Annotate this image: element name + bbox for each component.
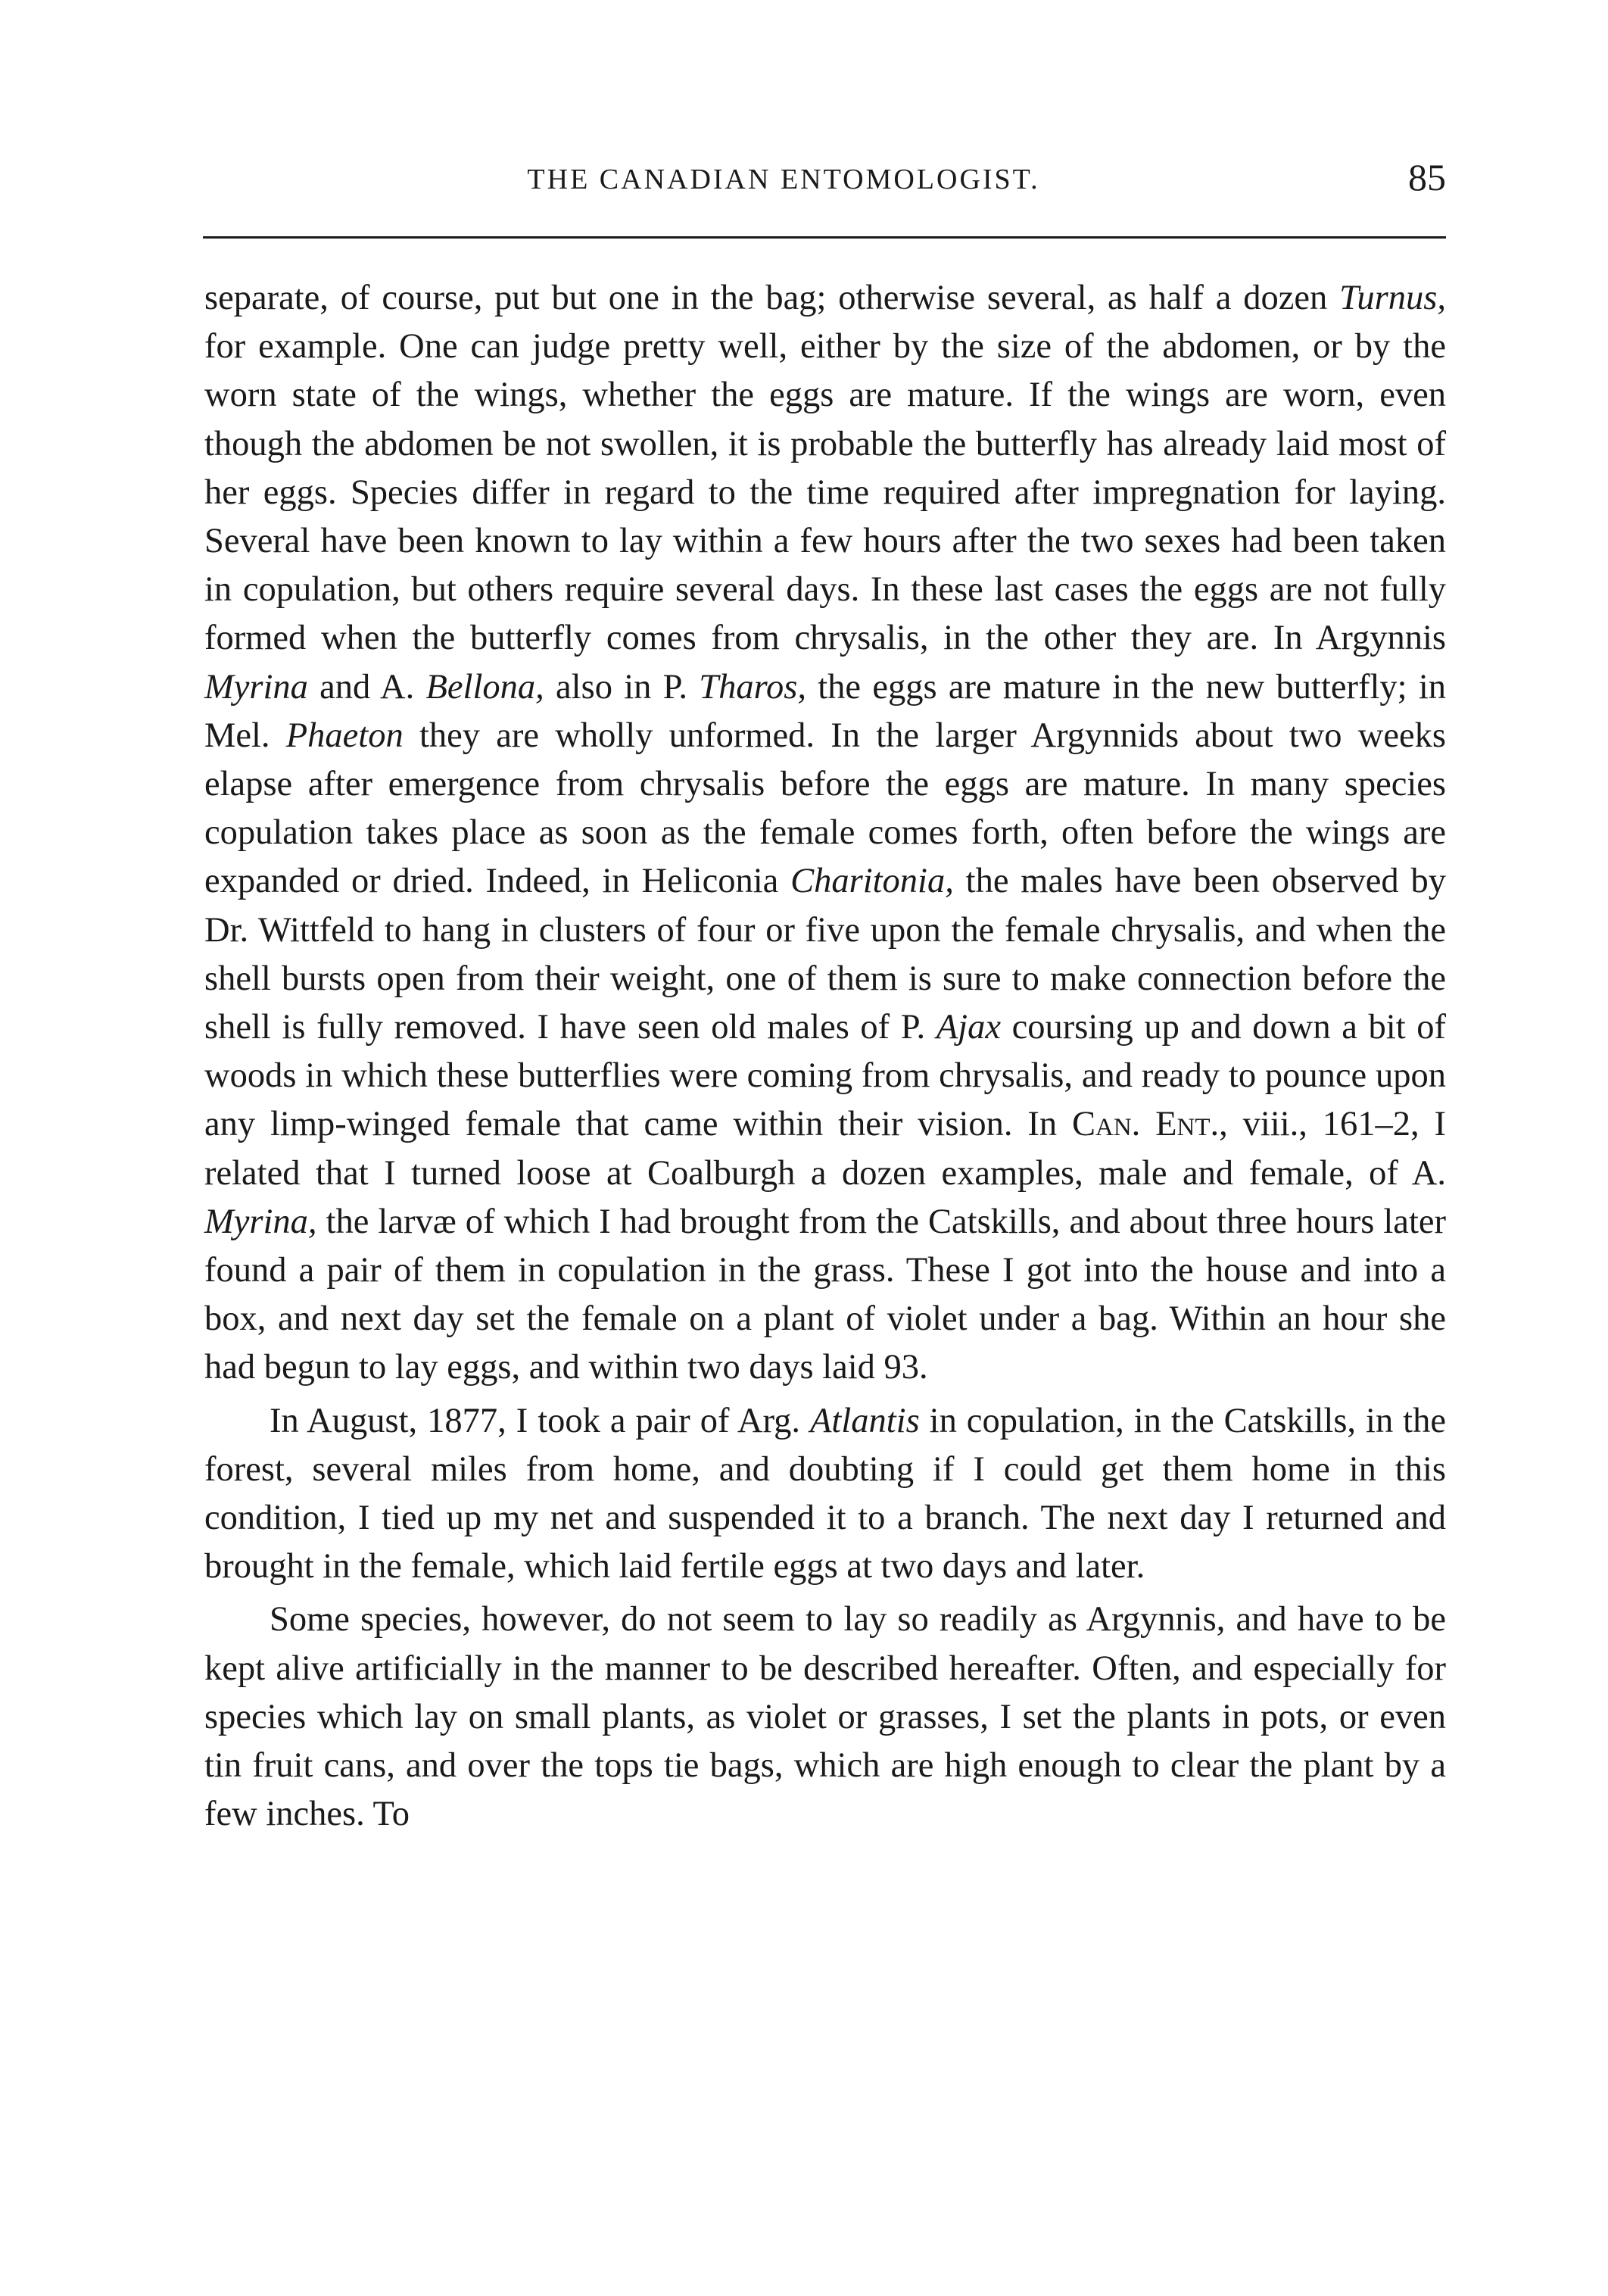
paragraph xyxy=(204,1596,1446,1839)
text-segment: the larvæ of which I had brought from the Catskills, and about three hours later found a pair of them in copulation in the grass. These I got into the house and into a box, and next day set the female on a plant of violet under a bag. Within an hour she had begun to lay eggs, and within two days laid 93. xyxy=(204,1202,1446,1387)
running-head xyxy=(204,155,1446,208)
italic-text: Bellona, xyxy=(425,667,544,707)
text-segment: separate, of course, put but one in the bag; otherwise several, as half a dozen xyxy=(204,279,1340,317)
text-segment: also in P. xyxy=(544,667,700,707)
body-text xyxy=(204,274,1446,1839)
text-segment: in copulation, in the Catskills, in the forest, several miles from home, and doubting if I could get them home in this condition, I tied up my net and suspended it to a branch. The next day I returned and brought in the female, which laid fertile eggs at two days and later. xyxy=(204,1401,1446,1586)
text-segment: In August, 1877, I took a pair of Arg. xyxy=(270,1401,810,1440)
italic-text: Atlantis xyxy=(809,1401,920,1440)
italic-text: Charitonia, xyxy=(790,862,954,901)
text-segment: for example. One can judge pretty well, either by the size of the abdomen, or by the worn state of the wings, whether the eggs are mature. If the wings are worn, even though the abdomen be not swollen, it is probable the butterfly has already laid most of her eggs. Species differ in regard to the time required after impregnation for laying. Several have been known to lay within a few hours after the two sexes had been taken in copulation, but others require several days. In these last cases the eggs are not fully formed when the butterfly comes from chrysalis, in the other they are. In Argynnis xyxy=(204,327,1446,658)
italic-text: Turnus, xyxy=(1339,279,1446,317)
smallcaps-text: Can. Ent. xyxy=(1071,1105,1220,1144)
text-segment: , viii., 161–2, I related that I turned loose at Coalburgh a dozen examples, male and female, of A. xyxy=(204,1105,1446,1193)
paragraph xyxy=(204,274,1446,1393)
text-segment: and A. xyxy=(307,667,426,707)
text-segment: coursing up and down a bit of woods in which these butterflies were coming from chrysalis, and ready to pounce upon any limp-winged female that came within their vision. In xyxy=(204,1008,1446,1144)
italic-text: Ajax xyxy=(936,1008,1001,1047)
text-segment: the males have been observed by Dr. Wittfeld to hang in clusters of four or five upon the female chrysalis, and when the shell bursts open from their weight, one of them is sure to make connection before the shell is fully removed. I have seen old males of P. xyxy=(204,862,1446,1047)
text-segment: the eggs are mature in the new butterfly; in Mel. xyxy=(204,667,1447,755)
paragraph xyxy=(204,1397,1446,1592)
italic-text: Myrina xyxy=(204,667,308,707)
journal-title: THE CANADIAN ENTOMOLOGIST. xyxy=(527,164,1040,195)
header-rule xyxy=(203,236,1446,239)
text-segment: they are wholly unformed. In the larger Argynnids about two weeks elapse after emergence from chrysalis before the eggs are mature. In many species copulation takes place as soon as the female comes forth, often before the wings are expanded or dried. Indeed, in Heliconia xyxy=(204,716,1446,901)
italic-text: Phaeton xyxy=(285,716,404,755)
italic-text: Tharos, xyxy=(699,667,806,707)
text-segment: Some species, however, do not seem to lay so readily as Argynnis, and have to be kept alive artificially in the manner to be described hereafter. Often, and especially for species which lay on small plants, as violet or grasses, I set the plants in pots, or even tin fruit cans, and over the tops tie bags, which are high enough to clear the plant by a few inches. To xyxy=(204,1600,1446,1834)
page-number: 85 xyxy=(1408,156,1446,198)
italic-text: Myrina, xyxy=(204,1202,317,1241)
